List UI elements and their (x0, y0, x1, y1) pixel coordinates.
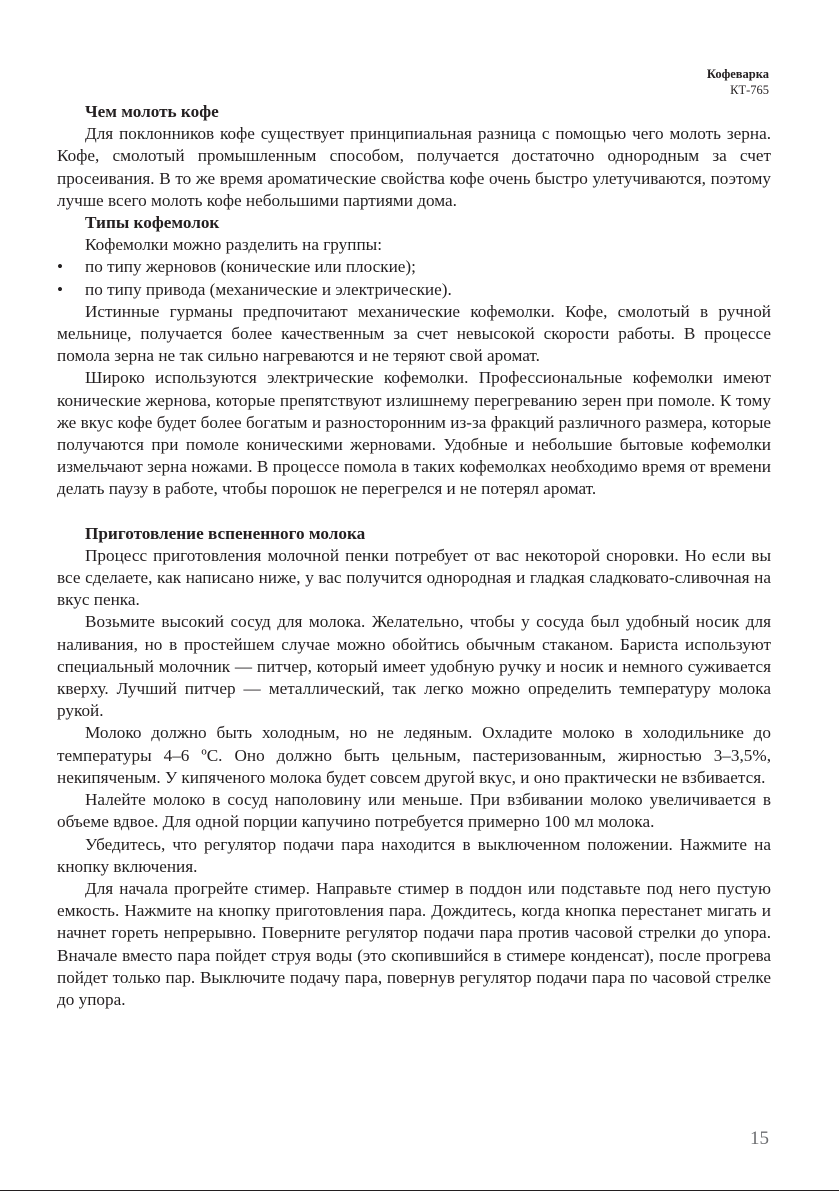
section-title: Чем молоть кофе (85, 102, 219, 121)
list-item (57, 279, 771, 301)
paragraph: Для поклонников кофе существует принципиальная разница с помощью чего молоть зерна. Кофе, смолотый промышленным способом, получается достаточно однородным за счет просеивания. В то же время ароматические свойства кофе очень быстро улетучиваются, поэтому лучше всего молоть кофе небольшими партиями дома. (57, 124, 771, 210)
paragraph: Кофемолки можно разделить на группы: (85, 235, 382, 255)
paragraph: Истинные гурманы предпочитают механические кофемолки. Кофе, смолотый в ручной мельнице, получается более качественным за счет невысокой скорости работы. В процессе помола зерна не так сильно нагреваются и не теряют свой аромат. (57, 301, 771, 366)
list-item (57, 256, 771, 278)
list-item-text: по типу привода (механические и электрические). (85, 279, 452, 299)
page-number: 15 (750, 1128, 769, 1149)
paragraph: Для начала прогрейте стимер. Направьте стимер в поддон или подставьте под него пустую емкость. Нажмите на кнопку приготовления пара. Дождитесь, когда кнопка перестанет мигать и начнет гореть непрерывно. Поверните регулятор подачи пара против часовой стрелки до упора. Вначале вместо пара пойдет струя воды (это скопившийся в стимере конденсат), после прогрева пойдет только пар. Выключите подачу пара, повернув регулятор подачи пара по часовой стрелке до упора. (57, 878, 771, 1009)
document-body (57, 101, 771, 1011)
section-title: Типы кофемолок (85, 213, 220, 233)
section-title: Приготовление вспененного молока (85, 523, 366, 543)
paragraph: Возьмите высокий сосуд для молока. Желательно, чтобы у сосуда был удобный носик для наливания, но в простейшем случае можно обойтись обычным стаканом. Бариста используют специальный молочник — питчер, который имеет удобную ручку и носик и немного суживается кверху. Лучший питчер — металлический, так легко можно определить температуру молока рукой. (57, 612, 771, 721)
header-model: КТ-765 (730, 83, 769, 97)
list-item-text: по типу жерновов (конические или плоские); (85, 257, 416, 277)
bullet-icon: • (57, 279, 64, 299)
page-header (707, 66, 769, 98)
header-brand: Кофеварка (706, 67, 769, 81)
paragraph: Молоко должно быть холодным, но не ледяным. Охладите молоко в холодильнике до температуры 4–6 ºС. Оно должно быть цельным, пастеризованным, жирностью 3–3,5%, некипяченым. У кипяченого молока будет совсем другой вкус, и оно практически не взбивается. (57, 723, 771, 787)
bullet-icon: • (57, 257, 64, 277)
paragraph: Широко используются электрические кофемолки. Профессиональные кофемолки имеют конические жернова, которые препятствуют излишнему перегреванию зерен при помоле. К тому же вкус кофе будет более богатым и разносторонним из-за фракций различного размера, которые получаются при помоле коническими жерновами. Удобные и небольшие бытовые кофемолки измельчают зерна ножами. В процессе помола в таких кофемолках необходимо время от времени делать паузу в работе, чтобы порошок не перегрелся и не потерял аромат. (57, 368, 771, 499)
bottom-divider (0, 1190, 839, 1191)
paragraph: Процесс приготовления молочной пенки потребует от вас некоторой сноровки. Но если вы все сделаете, как написано ниже, у вас получится однородная и гладкая сладковато-сливочная на вкус пенка. (57, 545, 771, 610)
paragraph: Налейте молоко в сосуд наполовину или меньше. При взбивании молоко увеличивается в объеме вдвое. Для одной порции капучино потребуется примерно 100 мл молока. (57, 790, 771, 832)
paragraph: Убедитесь, что регулятор подачи пара находится в выключенном положении. Нажмите на кнопку включения. (57, 834, 771, 876)
bullet-list (57, 256, 771, 300)
